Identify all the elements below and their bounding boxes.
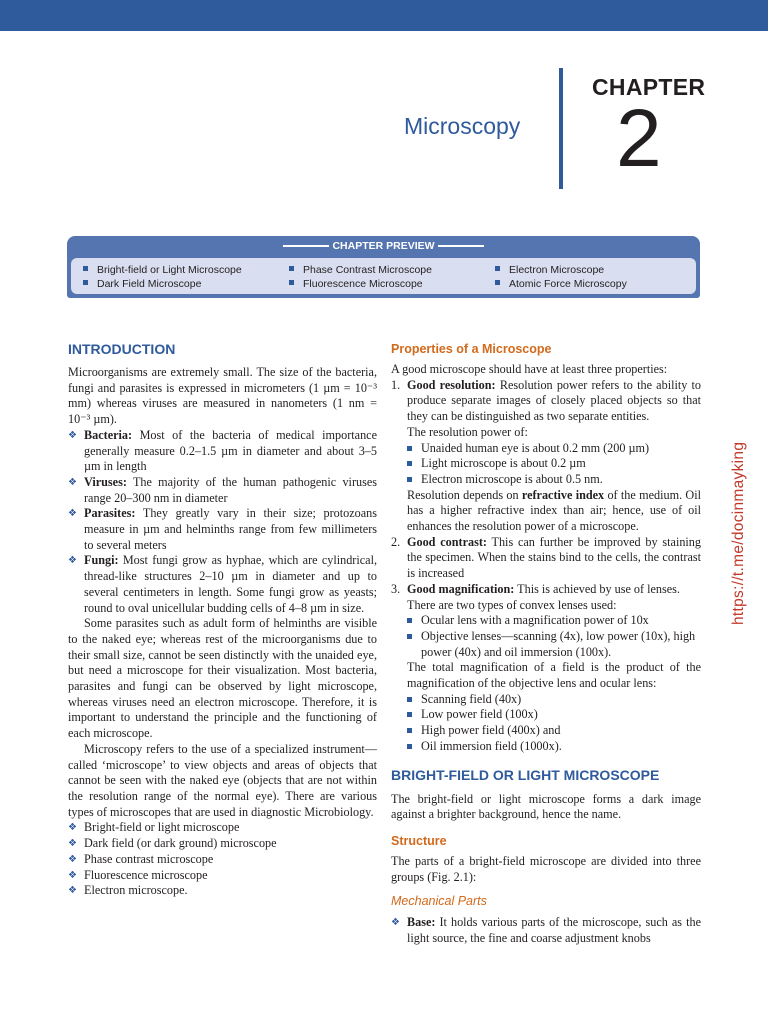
field-item: High power field (400x) and [391,723,701,739]
introduction-heading: INTRODUCTION [68,341,176,357]
chapter-preview-list [71,258,696,294]
lens-item: Objective lenses—scanning (4x), low power (10x), high power (40x) and oil immersion (100x). [391,629,701,660]
left-column [68,341,377,899]
preview-item: Bright-field or Light Microscope [83,264,242,277]
property-item: 1. Good resolution: Resolution power refers to the ability to produce separate images of closely placed objects so that they can be distinguished as two separate entities. [391,377,702,424]
intro-paragraph: Microorganisms are extremely small. The size of the bacteria, fungi and parasites is expressed in micrometers (1 µm = 10⁻³ mm) whereas viruses are measured in nanometers (1 nm = 10⁻³ µm). [68,365,377,427]
resolution-item: Unaided human eye is about 0.2 mm (200 µm) [391,441,701,457]
size-bullet: ❖ Viruses: The majority of the human pathogenic viruses range 20–300 nm in diameter [68,475,377,506]
preview-item: Fluorescence Microscope [289,278,423,291]
property-subtext: The resolution power of: [407,424,528,439]
chapter-preview-heading: CHAPTER PREVIEW [67,240,700,254]
resolution-item: Light microscope is about 0.2 µm [391,456,701,472]
lens-item: Ocular lens with a magnification power of 10x [391,613,701,629]
property-subtext: The total magnification of a field is the product of the magnification of the objective lens and ocular lens: [407,660,701,691]
body-paragraph: Microscopy refers to the use of a specialized instrument—called ‘microscope’ to view objects and areas of objects that cannot be seen with the naked eye (objects that are not within the resolution range of the normal eye). There are various types of microscopes that are used in diagnostic Microbiology. [68,741,377,819]
size-bullet: ❖ Bacteria: Most of the bacteria of medical importance generally measure 0.2–1.5 µm in diameter and about 3–5 µm in length [68,428,377,475]
field-item: Low power field (100x) [391,707,701,723]
watermark-link[interactable]: https://t.me/docinmayking [730,441,747,625]
resolution-item: Electron microscope is about 0.5 nm. [391,472,701,488]
mechanical-parts-heading: Mechanical Parts [391,894,487,909]
chapter-number: 2 [616,93,662,184]
chapter-title: Microscopy [404,113,521,139]
preview-item: Phase Contrast Microscope [289,264,432,277]
body-paragraph: Some parasites such as adult form of helminths are visible to the naked eye; whereas rest of the microorganisms due to their small size, cannot be seen distinctly with the unaided eye, but need a microscope for their visualization. Most bacteria, parasites and fungi can be observed by light microscope, whereas viruses need an electron microscope. Therefore, it is important to understand the principle and the functioning of each microscope. [68,616,377,741]
microscope-type-item: ❖ Bright-field or light microscope [68,820,377,836]
property-item: 3. Good magnification: This is achieved by use of lenses. [391,581,680,596]
top-color-bar [0,0,768,31]
property-item: 2. Good contrast: This can further be improved by staining the specimen. When the stains bind to the cells, the contrast is increased [391,534,701,581]
preview-item: Atomic Force Microscopy [495,278,627,291]
field-item: Scanning field (40x) [391,692,701,708]
chapter-preview-box [67,236,700,298]
microscope-type-item: ❖ Dark field (or dark ground) microscope [68,836,377,852]
preview-item: Electron Microscope [495,264,604,277]
size-bullet: ❖ Parasites: They greatly vary in their size; protozoans measure in µm and helminths range from few millimeters to several meters [68,506,377,553]
microscope-type-item: ❖ Electron microscope. [68,883,377,899]
microscope-type-item: ❖ Phase contrast microscope [68,852,377,868]
properties-lead: A good microscope should have at least three properties: [391,362,668,376]
base-bullet: ❖ Base: It holds various parts of the microscope, such as the light source, the fine and coarse adjustment knobs [391,915,701,946]
preview-item: Dark Field Microscope [83,278,201,291]
bright-field-heading: BRIGHT-FIELD OR LIGHT MICROSCOPE [391,766,660,783]
bright-field-text: The bright-field or light microscope forms a dark image against a brighter background, hence the name. [391,791,701,822]
structure-heading: Structure [391,833,447,848]
property-subtext: Resolution depends on refractive index of the medium. Oil has a higher refractive index than air; hence, use of oil enhances the resolution power of a microscope. [407,487,701,534]
field-item: Oil immersion field (1000x). [391,739,701,755]
right-column [391,342,701,947]
chapter-label: CHAPTER [592,74,706,100]
properties-heading: Properties of a Microscope [391,342,552,356]
microscope-type-item: ❖ Fluorescence microscope [68,868,377,884]
chapter-divider [559,68,563,189]
size-bullet: ❖ Fungi: Most fungi grow as hyphae, which are cylindrical, thread-like structures 2–10 µm in diameter and up to several centimeters in length. Some fungi grow as yeasts; round to oval unicellular budding cells of 4–8 µm in size. [68,553,377,616]
property-subtext: There are two types of convex lenses used: [407,597,617,612]
structure-text: The parts of a bright-field microscope are divided into three groups (Fig. 2.1): [391,853,701,884]
